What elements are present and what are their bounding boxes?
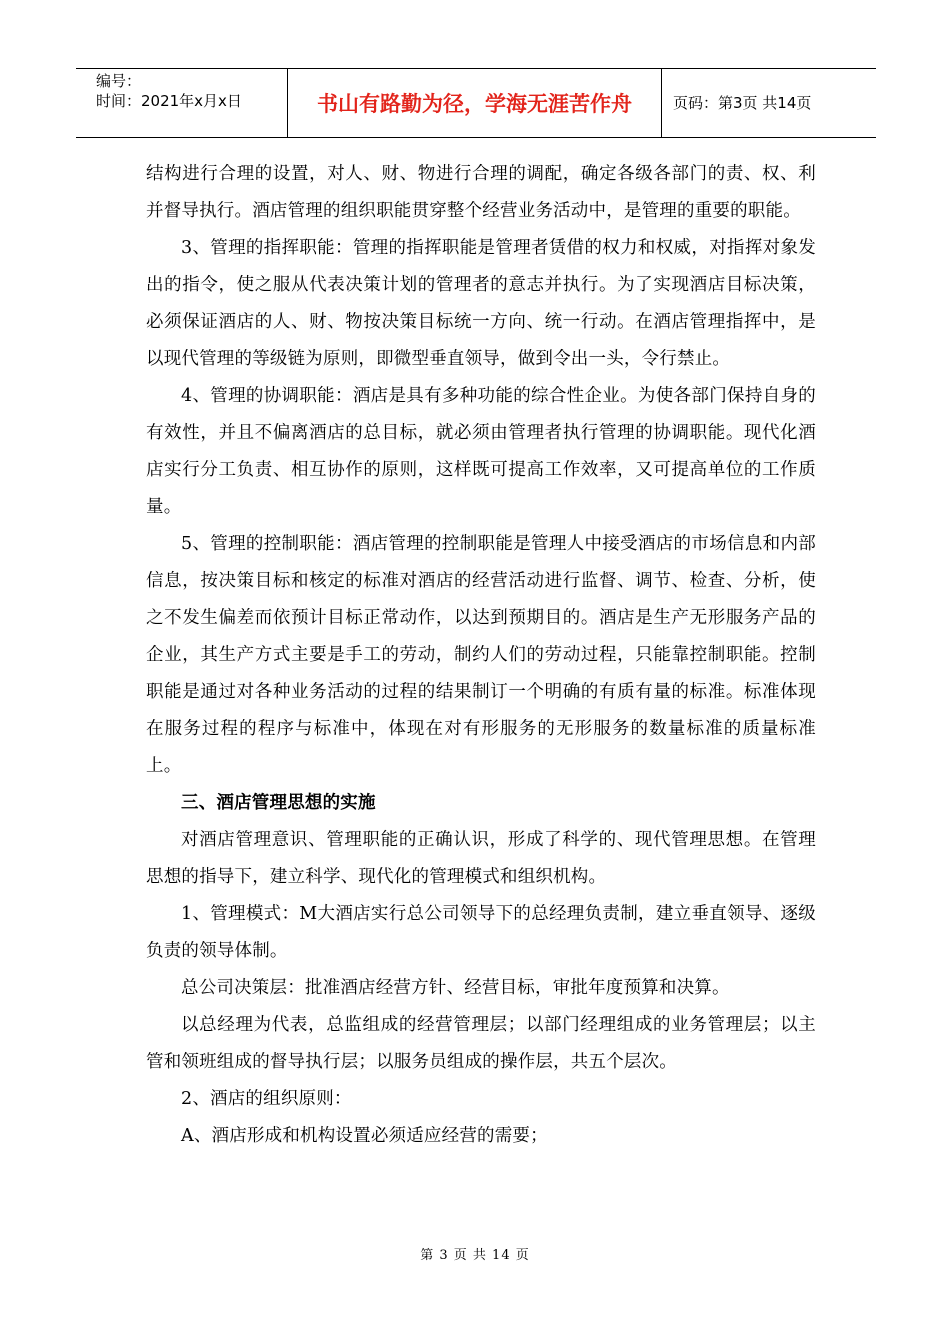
- paragraph-coordination-function: 4、管理的协调职能：酒店是具有多种功能的综合性企业。为使各部门保持自身的有效性，并且不偏离酒店的总目标，就必须由管理者执行管理的协调职能。现代化酒店实行分工负责、相互协作的原则，这样既可提高工作效率，又可提高单位的工作质量。: [146, 386, 816, 517]
- document-body: [146, 156, 816, 1155]
- paragraph-command-function: 3、管理的指挥职能：管理的指挥职能是管理者赁借的权力和权威，对指挥对象发出的指令，使之服从代表决策计划的管理者的意志并执行。为了实现酒店目标决策，必须保证酒店的人、财、物按决策目标统一方向、统一行动。在酒店管理指挥中，是以现代管理的等级链为原则，即微型垂直领导，做到令出一头，令行禁止。: [146, 238, 816, 369]
- page-footer: 第 3 页 共 14 页: [420, 1248, 530, 1263]
- paragraph-principle-a: A、酒店形成和机构设置必须适应经营的需要；: [181, 1126, 548, 1146]
- paragraph-organization-principle: 2、酒店的组织原则：: [181, 1089, 352, 1109]
- paragraph-organization-cont: 结构进行合理的设置，对人、财、物进行合理的调配，确定各级各部门的责、权、利并督导执行。酒店管理的组织职能贯穿整个经营业务活动中，是管理的重要的职能。: [146, 164, 816, 221]
- paragraph-control-function: 5、管理的控制职能：酒店管理的控制职能是管理人中接受酒店的市场信息和内部信息，按决策目标和核定的标准对酒店的经营活动进行监督、调节、检查、分析，使之不发生偏差而依预计目标正常动作，以达到预期目的。酒店是生产无形服务产品的企业，其生产方式主要是手工的劳动，制约人们的劳动过程，只能靠控制职能。控制职能是通过对各种业务活动的过程的结果制订一个明确的有质有量的标准。标准体现在服务过程的程序与标准中，体现在对有形服务的无形服务的数量标准的质量标准上。: [146, 534, 816, 776]
- header-motto-cell: [287, 69, 662, 137]
- document-number-label: 编号：: [96, 72, 142, 90]
- document-header: [76, 68, 876, 138]
- header-page-code: 页码：第3页 共14页: [673, 94, 812, 112]
- document-time-label: 时间：2021年x月x日: [96, 92, 242, 110]
- header-page-cell: [661, 69, 876, 137]
- paragraph-management-mode: 1、管理模式：M大酒店实行总公司领导下的总经理负责制，建立垂直领导、逐级负责的领导体制。: [146, 904, 816, 961]
- section-heading: 三、酒店管理思想的实施: [181, 793, 376, 813]
- paragraph-management-thought: 对酒店管理意识、管理职能的正确认识，形成了科学的、现代管理思想。在管理思想的指导下，建立科学、现代化的管理模式和组织机构。: [146, 830, 816, 887]
- motto-text: 书山有路勤为径，学海无涯苦作舟: [317, 92, 632, 116]
- paragraph-decision-layer: 总公司决策层：批准酒店经营方针、经营目标，审批年度预算和决算。: [181, 978, 730, 998]
- paragraph-five-layers: 以总经理为代表，总监组成的经营管理层；以部门经理组成的业务管理层；以主管和领班组成的督导执行层；以服务员组成的操作层，共五个层次。: [146, 1015, 816, 1072]
- header-meta-cell: [76, 69, 286, 137]
